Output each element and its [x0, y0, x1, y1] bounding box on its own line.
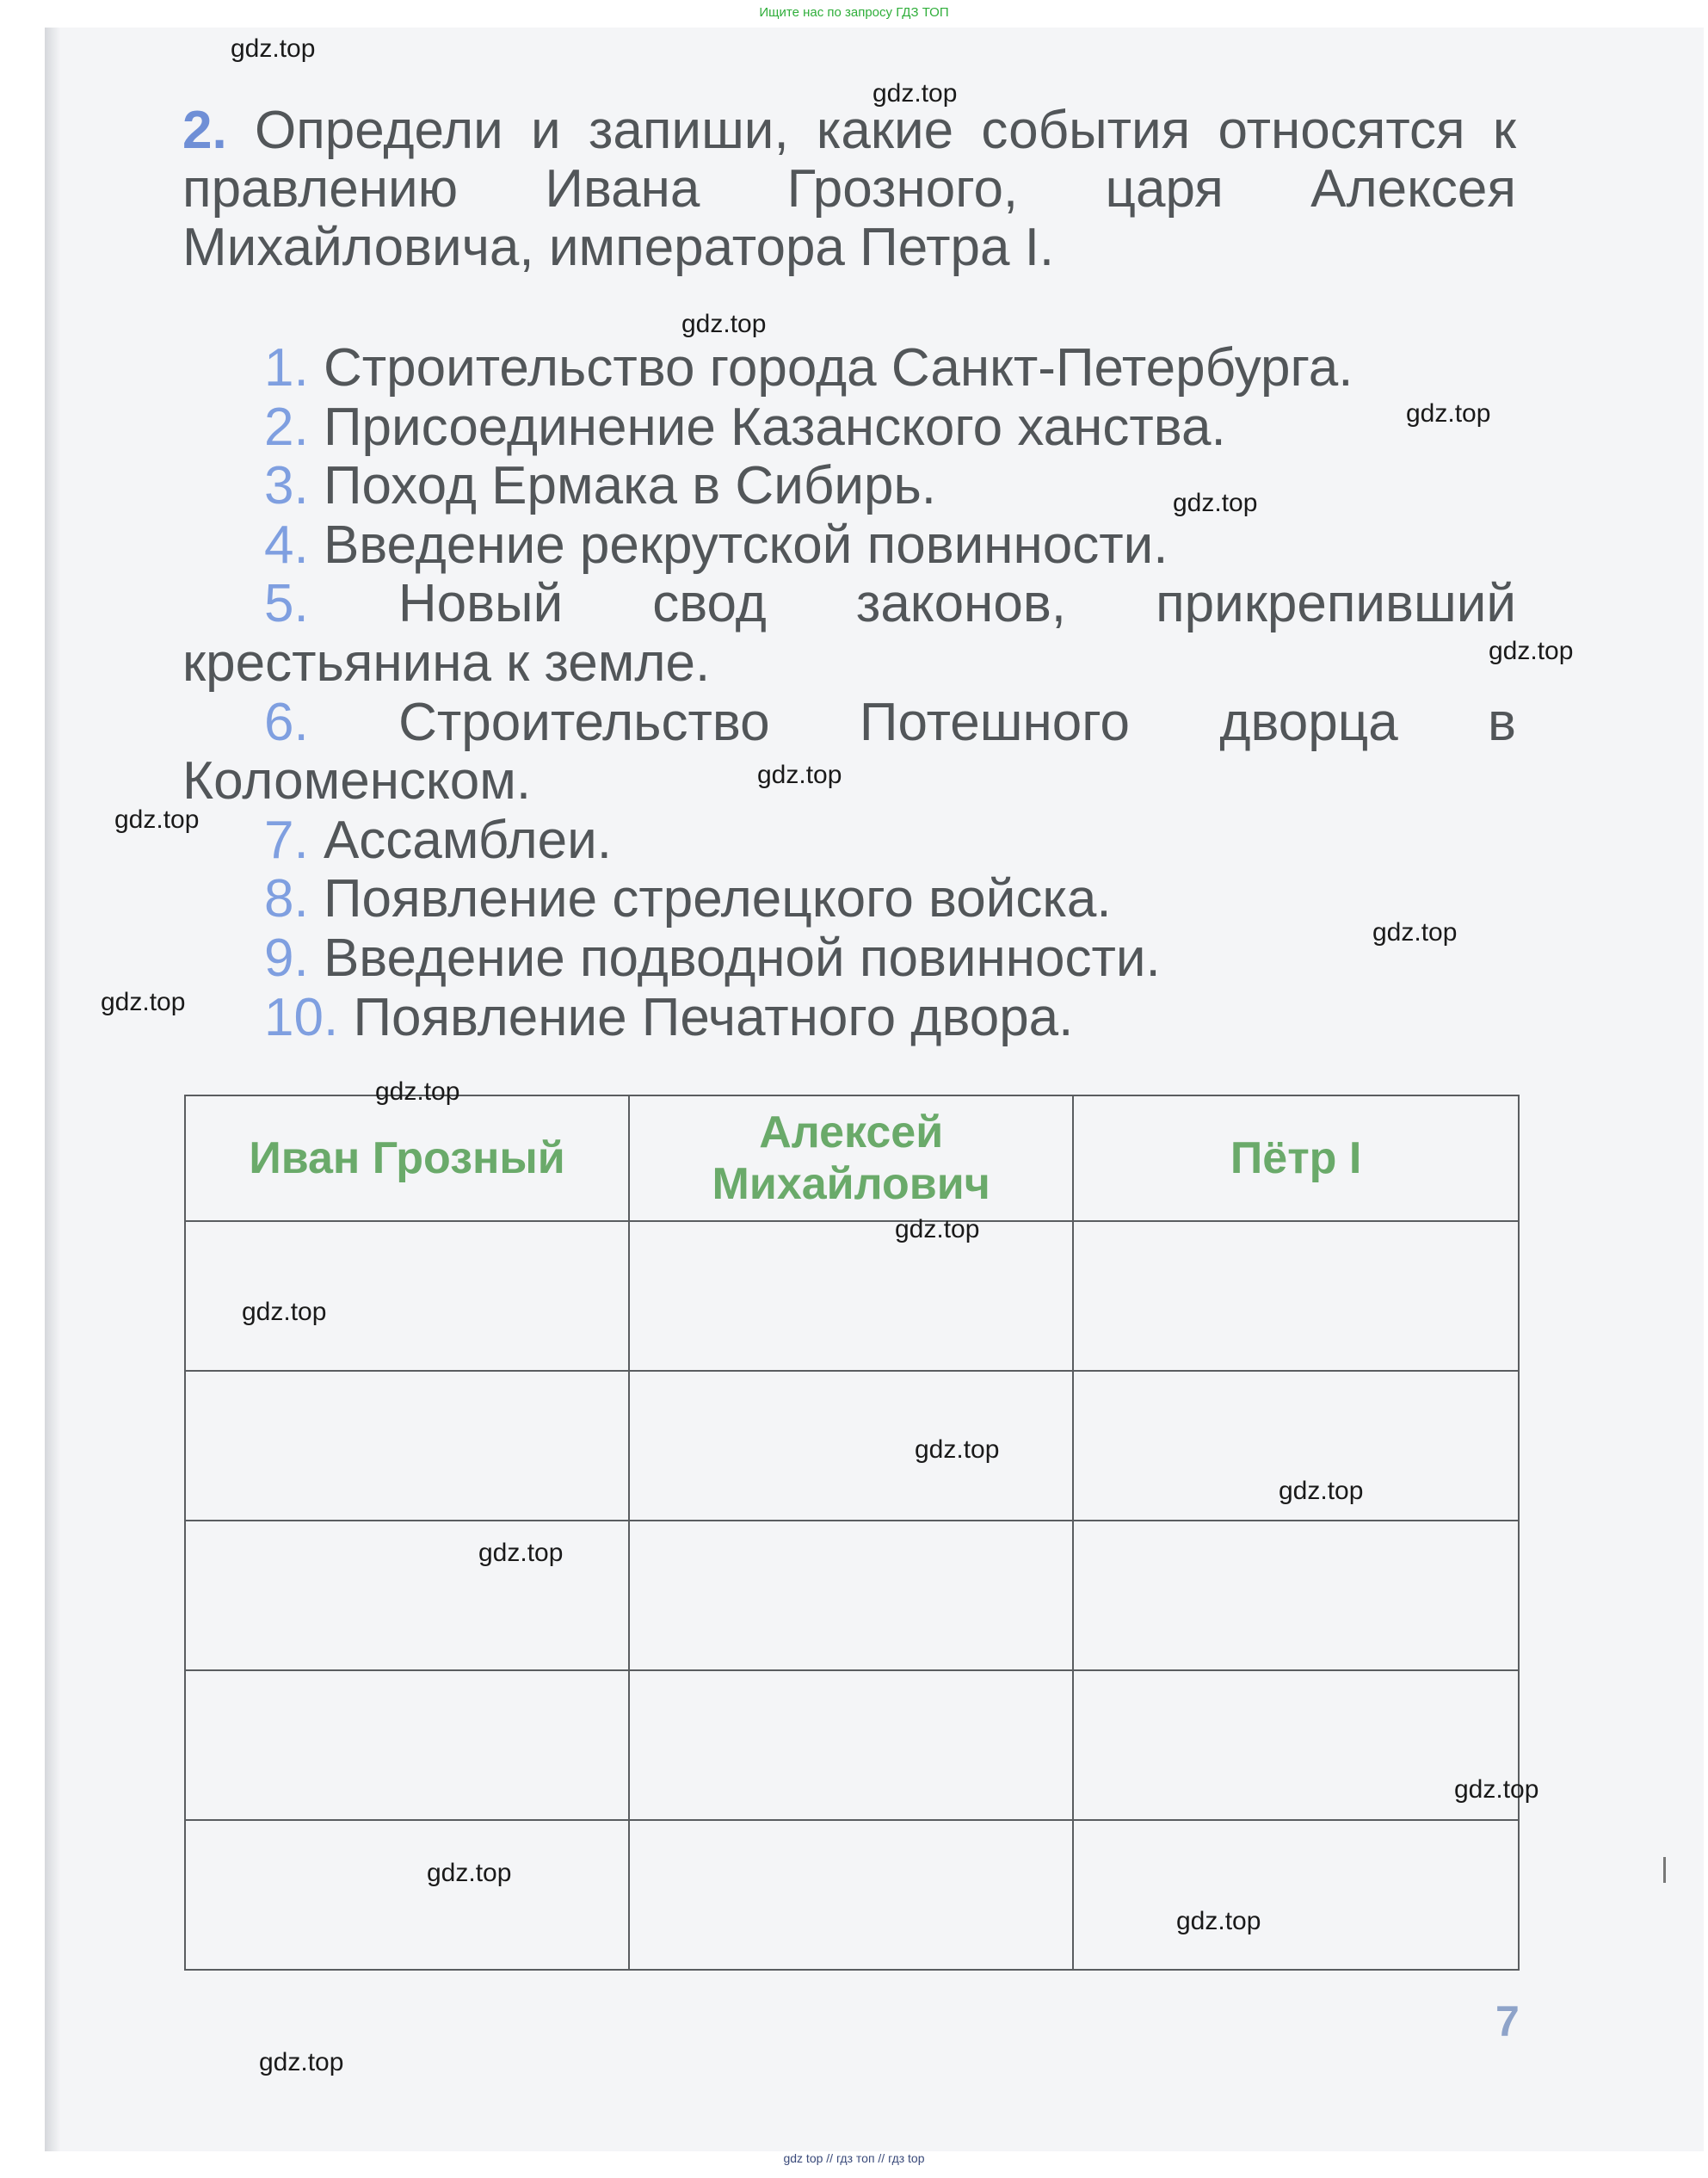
- header-note: Ищите нас по запросу ГДЗ ТОП: [759, 5, 949, 20]
- table-row: [185, 1221, 1519, 1371]
- answer-cell[interactable]: [1073, 1820, 1519, 1970]
- item-number: 2.: [264, 397, 309, 457]
- item-number: 6.: [264, 692, 309, 752]
- page-spine: [45, 28, 60, 2151]
- watermark: gdz.top: [1489, 637, 1574, 665]
- answer-cell[interactable]: [629, 1221, 1073, 1371]
- item-number: 7.: [264, 810, 309, 870]
- watermark: gdz.top: [681, 310, 767, 338]
- item-text: Строительство Потешного дворца в Коломенском.: [182, 692, 1516, 811]
- item-number: 9.: [264, 928, 309, 988]
- item-text: Поход Ермака в Сибирь.: [323, 456, 936, 516]
- watermark: gdz.top: [1372, 918, 1458, 947]
- list-item: [182, 811, 1516, 871]
- column-header-ivan: Иван Грозный: [185, 1095, 629, 1221]
- task-text: Определи и запиши, какие события относятся к правлению Ивана Грозного, царя Алексея Михайловича, императора Петра I.: [182, 101, 1516, 277]
- watermark: gdz.top: [231, 34, 316, 63]
- list-item: [182, 575, 1516, 693]
- answer-cell[interactable]: [185, 1371, 629, 1521]
- list-item: [182, 398, 1516, 458]
- item-text: Введение рекрутской повинности.: [323, 515, 1168, 575]
- answer-cell[interactable]: [1073, 1670, 1519, 1820]
- list-item: [182, 457, 1516, 516]
- item-number: 8.: [264, 869, 309, 929]
- item-number: 4.: [264, 515, 309, 575]
- watermark: gdz.top: [1279, 1477, 1364, 1505]
- watermark: gdz.top: [872, 79, 958, 108]
- watermark: gdz.top: [114, 805, 200, 834]
- column-header-alexey: Алексей Михайлович: [629, 1095, 1073, 1221]
- table-row: [185, 1820, 1519, 1970]
- watermark: gdz.top: [259, 2048, 344, 2076]
- list-item: [182, 339, 1516, 398]
- watermark: gdz.top: [101, 988, 186, 1016]
- item-number: 5.: [264, 574, 309, 634]
- answer-cell[interactable]: [185, 1221, 629, 1371]
- edge-mark: [1663, 1857, 1666, 1883]
- watermark: gdz.top: [427, 1859, 512, 1887]
- answer-cell[interactable]: [1073, 1221, 1519, 1371]
- watermark: gdz.top: [375, 1077, 460, 1106]
- item-number: 10.: [264, 987, 339, 1047]
- item-text: Строительство города Санкт-Петербурга.: [323, 338, 1353, 398]
- task-statement: [182, 102, 1516, 277]
- answer-cell[interactable]: [629, 1521, 1073, 1670]
- answer-table: [184, 1095, 1520, 1971]
- event-list: [182, 339, 1516, 1047]
- page-number: 7: [1495, 1997, 1520, 2045]
- watermark: gdz.top: [915, 1435, 1000, 1464]
- footer-note: gdz top // гдз топ // гдз top: [783, 2151, 925, 2165]
- watermark: gdz.top: [478, 1539, 564, 1567]
- watermark: gdz.top: [1176, 1907, 1261, 1935]
- list-item: [182, 516, 1516, 576]
- table-row: [185, 1670, 1519, 1820]
- watermark: gdz.top: [242, 1298, 327, 1326]
- item-text: Появление стрелецкого войска.: [323, 869, 1112, 929]
- list-item: [182, 929, 1516, 989]
- answer-cell[interactable]: [629, 1371, 1073, 1521]
- task-number: 2.: [182, 101, 227, 160]
- answer-cell[interactable]: [629, 1670, 1073, 1820]
- item-text: Новый свод законов, прикрепивший крестьянина к земле.: [182, 574, 1516, 693]
- watermark: gdz.top: [895, 1215, 980, 1243]
- watermark: gdz.top: [1173, 489, 1258, 517]
- item-text: Появление Печатного двора.: [353, 987, 1074, 1047]
- column-header-peter: Пётр I: [1073, 1095, 1519, 1221]
- item-number: 1.: [264, 338, 309, 398]
- watermark: gdz.top: [1454, 1775, 1539, 1804]
- list-item: [182, 694, 1516, 811]
- list-item: [182, 870, 1516, 929]
- watermark: gdz.top: [757, 761, 842, 789]
- item-text: Присоединение Казанского ханства.: [323, 397, 1226, 457]
- item-text: Введение подводной повинности.: [323, 928, 1161, 988]
- list-item: [182, 989, 1516, 1048]
- answer-cell[interactable]: [629, 1820, 1073, 1970]
- answer-cell[interactable]: [185, 1670, 629, 1820]
- answer-cell[interactable]: [1073, 1521, 1519, 1670]
- item-text: Ассамблеи.: [323, 810, 612, 870]
- watermark: gdz.top: [1406, 399, 1491, 428]
- table-row: [185, 1521, 1519, 1670]
- item-number: 3.: [264, 456, 309, 516]
- table-header-row: [185, 1095, 1519, 1221]
- answer-cell[interactable]: [185, 1820, 629, 1970]
